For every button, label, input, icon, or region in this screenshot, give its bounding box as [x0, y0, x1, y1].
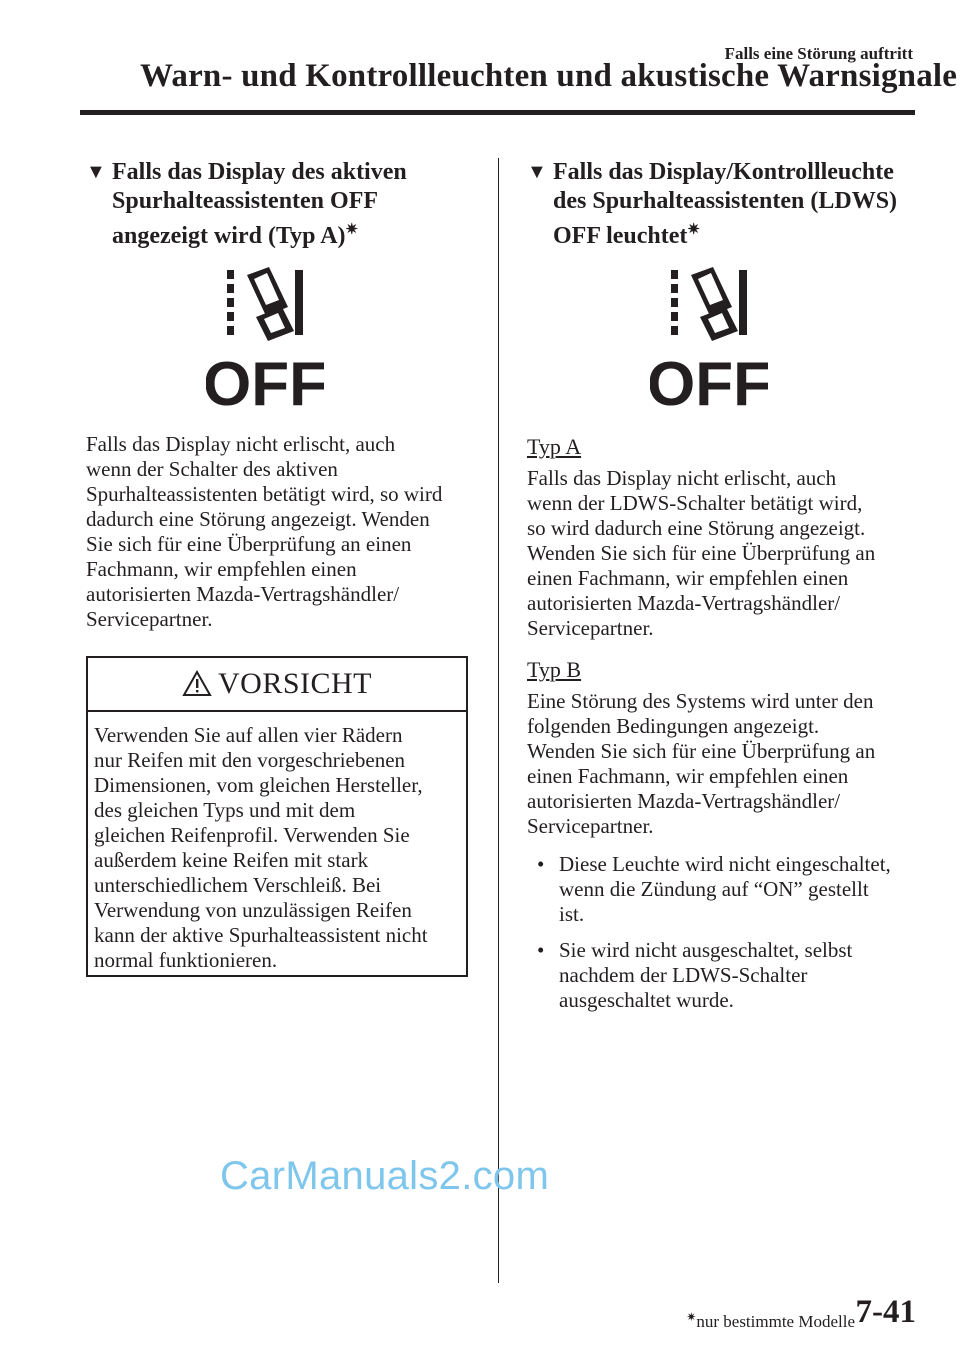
- text-line: wenn die Zündung auf “ON” gestellt: [559, 877, 869, 901]
- page-number: 7-41: [855, 1294, 916, 1330]
- text-line: unterschiedlichem Verschleiß. Bei: [94, 873, 382, 897]
- text-line: so wird dadurch eine Störung angezeigt.: [527, 516, 866, 540]
- text-line: Verwenden Sie auf allen vier Rädern: [94, 723, 403, 747]
- text-line: autorisierten Mazda-Vertragshändler/: [86, 582, 400, 606]
- left-paragraph: [86, 432, 486, 632]
- right-heading-line3: [527, 216, 927, 251]
- text-line: ist.: [559, 902, 585, 926]
- text-line: nachdem der LDWS-Schalter: [559, 963, 808, 987]
- column-divider: [498, 158, 499, 1283]
- watermark: CarManuals2.com: [220, 1154, 550, 1198]
- text-line: gleichen Reifenprofil. Verwenden Sie: [94, 823, 410, 847]
- text-line: Sie sich für eine Überprüfung an einen: [86, 532, 412, 556]
- right-heading-line3-text: OFF leuchtet: [553, 223, 688, 249]
- section-title: Warn- und Kontrollleuchten und akustische Warnsignale: [140, 58, 958, 94]
- footer-note: [686, 1310, 855, 1332]
- right-heading-line1: Falls das Display/Kontrollleuchte: [553, 159, 894, 185]
- text-line: Wenden Sie sich für eine Überprüfung an: [527, 541, 876, 565]
- chapter-title: Falls eine Störung auftritt: [724, 44, 913, 63]
- text-line: Falls das Display nicht erlischt, auch: [86, 432, 396, 456]
- text-line: Servicepartner.: [527, 814, 654, 838]
- right-heading-line2: des Spurhalteassistenten (LDWS): [553, 188, 898, 214]
- caution-header: [88, 658, 466, 712]
- text-line: wenn der Schalter des aktiven: [86, 457, 338, 481]
- text-line: nur Reifen mit den vorgeschriebenen: [94, 748, 406, 772]
- text-line: Spurhalteassistenten betätigt wird, so wird: [86, 482, 443, 506]
- asterisk-icon: ✷: [686, 1310, 697, 1324]
- typ-a-paragraph: [527, 466, 927, 641]
- text-line: Falls das Display nicht erlischt, auch: [527, 466, 837, 490]
- text-line: normal funktionieren.: [94, 948, 278, 972]
- bullet-item: [527, 852, 959, 927]
- off-label: OFF: [650, 350, 768, 407]
- caution-box: [86, 656, 468, 977]
- text-line: Verwendung von unzulässigen Reifen: [94, 898, 412, 922]
- text-line: des gleichen Typs und mit dem: [94, 798, 356, 822]
- asterisk-icon: ✷: [687, 222, 700, 238]
- text-line: Servicepartner.: [86, 607, 213, 631]
- left-heading-line3-text: angezeigt wird (Typ A): [112, 223, 346, 249]
- header-rule: [80, 110, 915, 115]
- text-line: Sie wird nicht ausgeschaltet, selbst: [559, 938, 853, 962]
- text-line: einen Fachmann, wir empfehlen einen: [527, 566, 849, 590]
- text-line: autorisierten Mazda-Vertragshändler/: [527, 789, 841, 813]
- triangle-marker-icon: ▼: [86, 161, 106, 183]
- text-line: folgenden Bedingungen angezeigt.: [527, 714, 820, 738]
- text-line: Wenden Sie sich für eine Überprüfung an: [527, 739, 876, 763]
- lane-keep-off-icon: [206, 267, 324, 407]
- warning-triangle-icon: [182, 670, 212, 697]
- text-line: Dimensionen, vom gleichen Hersteller,: [94, 773, 423, 797]
- triangle-marker-icon: ▼: [527, 161, 547, 183]
- text-line: kann der aktive Spurhalteassistent nicht: [94, 923, 428, 947]
- text-line: außerdem keine Reifen mit stark: [94, 848, 369, 872]
- ldws-off-icon: [650, 267, 768, 407]
- bullet-icon: •: [537, 852, 545, 876]
- footer-note-text: nur bestimmte Modelle: [696, 1312, 855, 1331]
- caution-body: [88, 712, 466, 973]
- caution-title: VORSICHT: [217, 667, 372, 700]
- left-heading-line3: [86, 216, 486, 251]
- left-heading-line1: Falls das Display des aktiven: [112, 159, 407, 185]
- bullet-item: [527, 938, 959, 1013]
- text-line: Diese Leuchte wird nicht eingeschaltet,: [559, 852, 891, 876]
- text-line: dadurch eine Störung angezeigt. Wenden: [86, 507, 430, 531]
- left-heading-line2: Spurhalteassistenten OFF: [112, 188, 379, 214]
- asterisk-icon: ✷: [345, 222, 359, 238]
- typ-b-paragraph: [527, 689, 927, 839]
- typ-a-label: Typ A: [527, 434, 582, 459]
- right-heading: [527, 158, 927, 251]
- off-label: OFF: [206, 350, 324, 407]
- text-line: einen Fachmann, wir empfehlen einen: [527, 764, 849, 788]
- typ-b-label: Typ B: [527, 657, 582, 682]
- text-line: Fachmann, wir empfehlen einen: [86, 557, 357, 581]
- text-line: autorisierten Mazda-Vertragshändler/: [527, 591, 841, 615]
- text-line: Servicepartner.: [527, 616, 654, 640]
- text-line: ausgeschaltet wurde.: [559, 988, 734, 1012]
- left-heading: [86, 158, 486, 251]
- text-line: Eine Störung des Systems wird unter den: [527, 689, 874, 713]
- bullet-icon: •: [537, 938, 545, 962]
- text-line: wenn der LDWS-Schalter betätigt wird,: [527, 491, 863, 515]
